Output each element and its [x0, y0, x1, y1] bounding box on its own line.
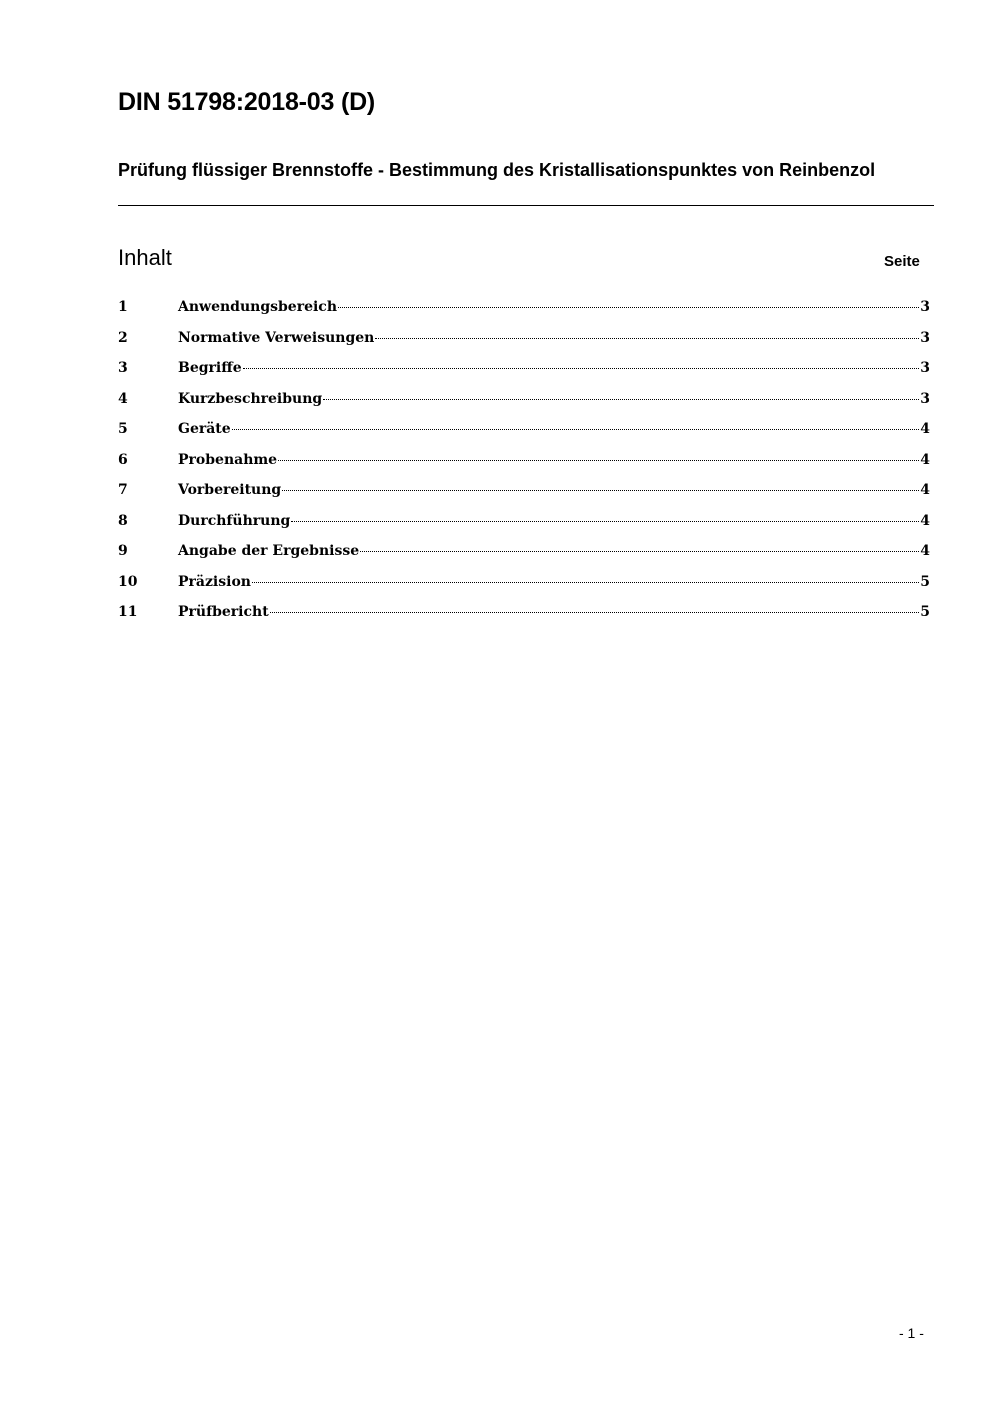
toc-dot-leader — [270, 612, 919, 613]
toc-entry-page: 4 — [920, 482, 930, 498]
toc-entry-5[interactable] — [118, 421, 930, 452]
toc-entry-number: 6 — [118, 451, 128, 468]
toc-entry-3[interactable] — [118, 360, 930, 391]
toc-entry-page: 5 — [920, 604, 930, 620]
toc-page-column-label: Seite — [884, 253, 920, 270]
toc-dot-leader — [278, 460, 919, 461]
toc-entry-8[interactable] — [118, 513, 930, 544]
toc-entry-label: Geräte — [178, 421, 231, 437]
toc-entry-label: Probenahme — [178, 451, 278, 468]
toc-entry-number: 2 — [118, 329, 128, 346]
toc-entry-11[interactable] — [118, 604, 930, 635]
toc-entry-label: Angabe der Ergebnisse — [178, 543, 360, 559]
toc-entry-label: Durchführung — [178, 512, 291, 529]
toc-entry-label: Prüfbericht — [178, 604, 269, 620]
toc-entry-page: 3 — [920, 390, 930, 407]
toc-entry-page: 3 — [920, 360, 930, 376]
toc-entry-page: 4 — [920, 512, 930, 529]
document-id: DIN 51798:2018-03 (D) — [118, 88, 376, 116]
toc-entry-number: 5 — [118, 421, 128, 437]
toc-dot-leader — [282, 490, 919, 491]
toc-entry-number: 4 — [118, 390, 128, 407]
table-of-contents — [118, 299, 930, 635]
toc-dot-leader — [252, 582, 919, 583]
toc-entry-page: 4 — [920, 451, 930, 468]
toc-entry-page: 3 — [920, 299, 930, 315]
toc-entry-1[interactable] — [118, 299, 930, 330]
toc-dot-leader — [375, 338, 919, 339]
toc-entry-6[interactable] — [118, 452, 930, 483]
toc-entry-2[interactable] — [118, 330, 930, 361]
toc-dot-leader — [291, 521, 919, 522]
toc-entry-4[interactable] — [118, 391, 930, 422]
toc-entry-label: Vorbereitung — [178, 482, 282, 498]
toc-entry-number: 9 — [118, 543, 128, 559]
title-divider — [118, 205, 934, 206]
toc-entry-label: Normative Verweisungen — [178, 329, 375, 346]
toc-entry-page: 4 — [920, 543, 930, 559]
page-number: - 1 - — [899, 1325, 924, 1341]
toc-entry-number: 11 — [118, 604, 138, 620]
toc-entry-page: 5 — [920, 573, 930, 590]
toc-entry-label: Anwendungsbereich — [178, 299, 337, 315]
toc-entry-label: Begriffe — [178, 360, 242, 376]
toc-dot-leader — [323, 399, 919, 400]
toc-entry-page: 3 — [920, 329, 930, 346]
toc-entry-number: 8 — [118, 512, 128, 529]
document-title: Prüfung flüssiger Brennstoffe - Bestimmung des Kristallisationspunktes von Reinbenzol — [118, 160, 876, 180]
toc-entry-number: 3 — [118, 360, 128, 376]
toc-entry-page: 4 — [920, 421, 930, 437]
toc-entry-label: Kurzbeschreibung — [178, 390, 323, 407]
toc-dot-leader — [360, 551, 919, 552]
toc-entry-7[interactable] — [118, 482, 930, 513]
toc-entry-label: Präzision — [178, 573, 251, 590]
toc-entry-10[interactable] — [118, 574, 930, 605]
toc-heading: Inhalt — [118, 245, 172, 270]
toc-entry-number: 7 — [118, 482, 128, 498]
toc-entry-number: 1 — [118, 299, 128, 315]
toc-dot-leader — [243, 368, 919, 369]
toc-entry-number: 10 — [118, 573, 138, 590]
toc-dot-leader — [338, 307, 919, 308]
toc-entry-9[interactable] — [118, 543, 930, 574]
toc-dot-leader — [232, 429, 919, 430]
